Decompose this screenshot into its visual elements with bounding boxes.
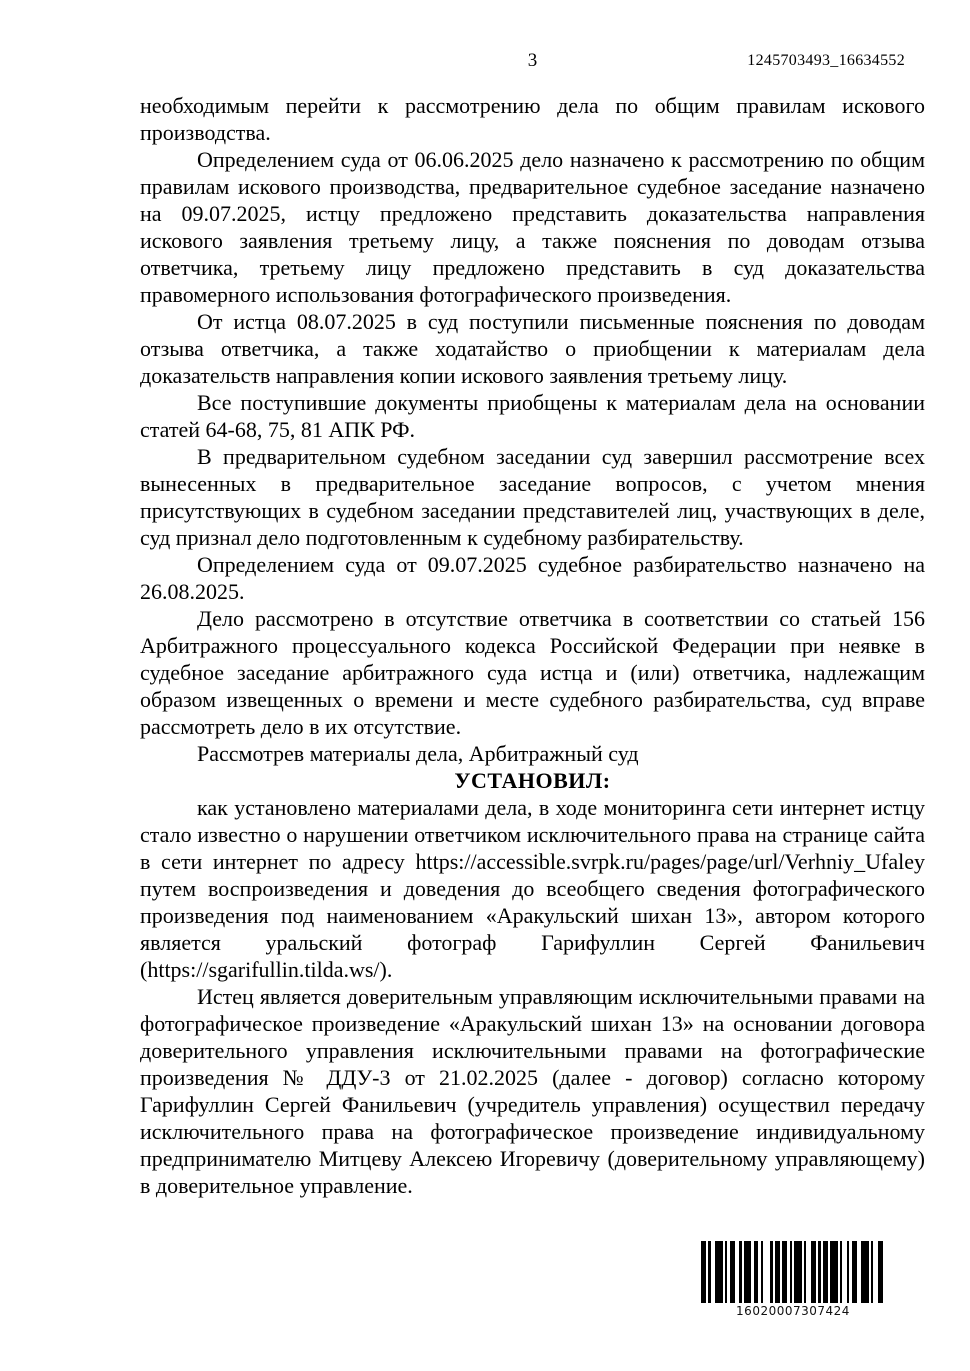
document-body (140, 92, 925, 1199)
paragraph-defendant-absence: Дело рассмотрено в отсутствие ответчика в соответствии со статьей 156 Арбитражного процессуального кодекса Российской Федерации при неявке в судебное заседание арбитражного суда истца и (или) ответчика, надлежащим образом извещенных о времени и месте судебного разбирательства, суд вправе рассмотреть дело в их отсутствие. (140, 606, 925, 739)
barcode-number: 16020007307424 (736, 1304, 850, 1318)
paragraph-preliminary-hearing: В предварительном судебном заседании суд завершил рассмотрение всех вынесенных в предварительное заседание вопросов, с учетом мнения присутствующих в судебном заседании представителей лиц, участвующих в деле, суд признал дело подготовленным к судебному разбирательству. (140, 444, 925, 550)
paragraph-court-reviewed: Рассмотрев материалы дела, Арбитражный суд (197, 741, 639, 766)
page-header (140, 50, 925, 78)
paragraph-ruling-09-07-2025: Определением суда от 09.07.2025 судебное разбирательство назначено на 26.08.2025. (140, 552, 925, 604)
paragraph-continuation: необходимым перейти к рассмотрению дела по общим правилам искового производства. (140, 93, 925, 145)
paragraph-documents-admitted: Все поступившие документы приобщены к материалам дела на основании статей 64-68, 75, 81 АПК РФ. (140, 390, 925, 442)
paragraph-ruling-06-06-2025: Определением суда от 06.06.2025 дело назначено к рассмотрению по общим правилам искового производства, предварительное судебное заседание назначено на 09.07.2025, истцу предложено представить доказательства направления искового заявления третьему лицу, а также пояснения по доводам отзыва ответчика, третьему лицу предложено представить в суд доказательства правомерного использования фотографического произведения. (140, 147, 925, 307)
paragraph-trust-management: Истец является доверительным управляющим исключительными правами на фотографическое произведение «Аракульский шихан 13» на основании договора доверительного управления исключительными правами на фотографические произведения № ДДУ-3 от 21.02.2025 (далее - договор) согласно которому Гарифуллин Сергей Фанильевич (учредитель управления) осуществил передачу исключительного права на фотографическое произведение индивидуальному предпринимателю Митцеву Алексею Игоревичу (доверительному управляющему) в доверительное управление. (140, 984, 925, 1198)
page-number: 3 (527, 50, 538, 71)
paragraph-internet-monitoring: как установлено материалами дела, в ходе мониторинга сети интернет истцу стало известно о нарушении ответчиком исключительного права на странице сайта в сети интернет по адресу https://accessible.svrpk.ru/pages/page/url/Verhniy_Ufaley путем воспроизведения и доведения до всеобщего сведения фотографического произведения под наименованием «Аракульский шихан 13», автором которого является уральский фотограф Гарифуллин Сергей Фанильевич (https://sgarifullin.tilda.ws/). (140, 795, 925, 982)
heading-ustanovil: УСТАНОВИЛ: (454, 768, 611, 793)
barcode-bars-image (701, 1241, 885, 1303)
document-code: 1245703493_16634552 (747, 52, 905, 69)
barcode (701, 1241, 885, 1318)
paragraph-plaintiff-submission: От истца 08.07.2025 в суд поступили письменные пояснения по доводам отзыва ответчика, а также ходатайство о приобщении к материалам дела доказательств направления копии искового заявления третьему лицу. (140, 309, 925, 388)
